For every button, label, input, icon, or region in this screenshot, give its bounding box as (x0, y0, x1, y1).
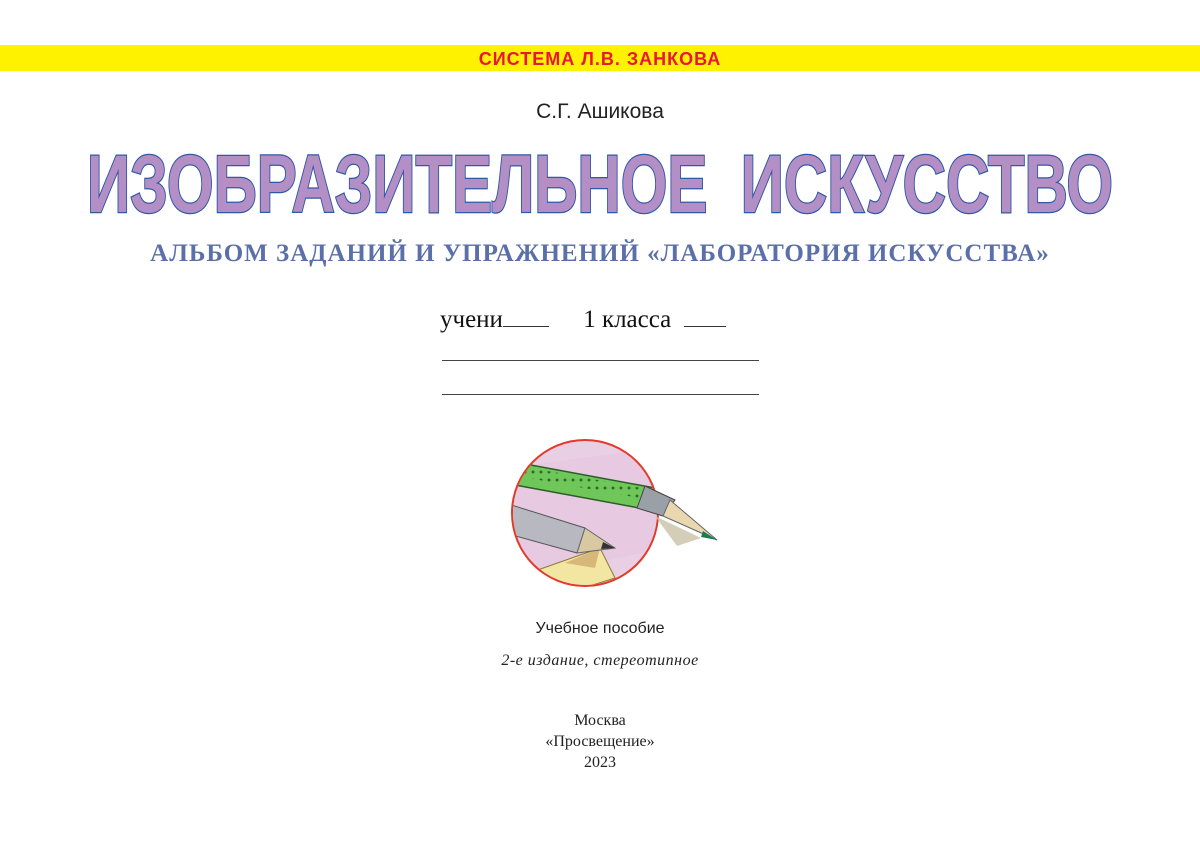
name-line-1[interactable] (442, 360, 759, 361)
imprint-year: 2023 (584, 754, 616, 771)
author-name: С.Г. Ашикова (536, 100, 664, 123)
student-prefix: учени (440, 306, 503, 333)
grade-letter-blank[interactable] (684, 304, 726, 327)
main-title-text: ИЗОБРАЗИТЕЛЬНОЕ ИСКУССТВО (87, 139, 1113, 230)
series-name: СИСТЕМА Л.В. ЗАНКОВА (478, 49, 722, 69)
student-line (440, 304, 770, 334)
imprint-city: Москва (574, 712, 626, 729)
imprint-publisher: «Просвещение» (545, 733, 655, 750)
pencils-illustration (505, 428, 735, 603)
name-line-2[interactable] (442, 394, 759, 395)
series-banner (0, 45, 1200, 71)
main-title (0, 130, 1200, 230)
book-type: Учебное пособие (535, 620, 665, 637)
subtitle: АЛЬБОМ ЗАДАНИЙ И УПРАЖНЕНИЙ «ЛАБОРАТОРИЯ ИСКУССТВА» (150, 240, 1050, 267)
student-ending-blank[interactable] (503, 304, 549, 327)
grade-label: 1 класса (583, 306, 672, 333)
edition: 2-е издание, стереотипное (501, 652, 699, 669)
